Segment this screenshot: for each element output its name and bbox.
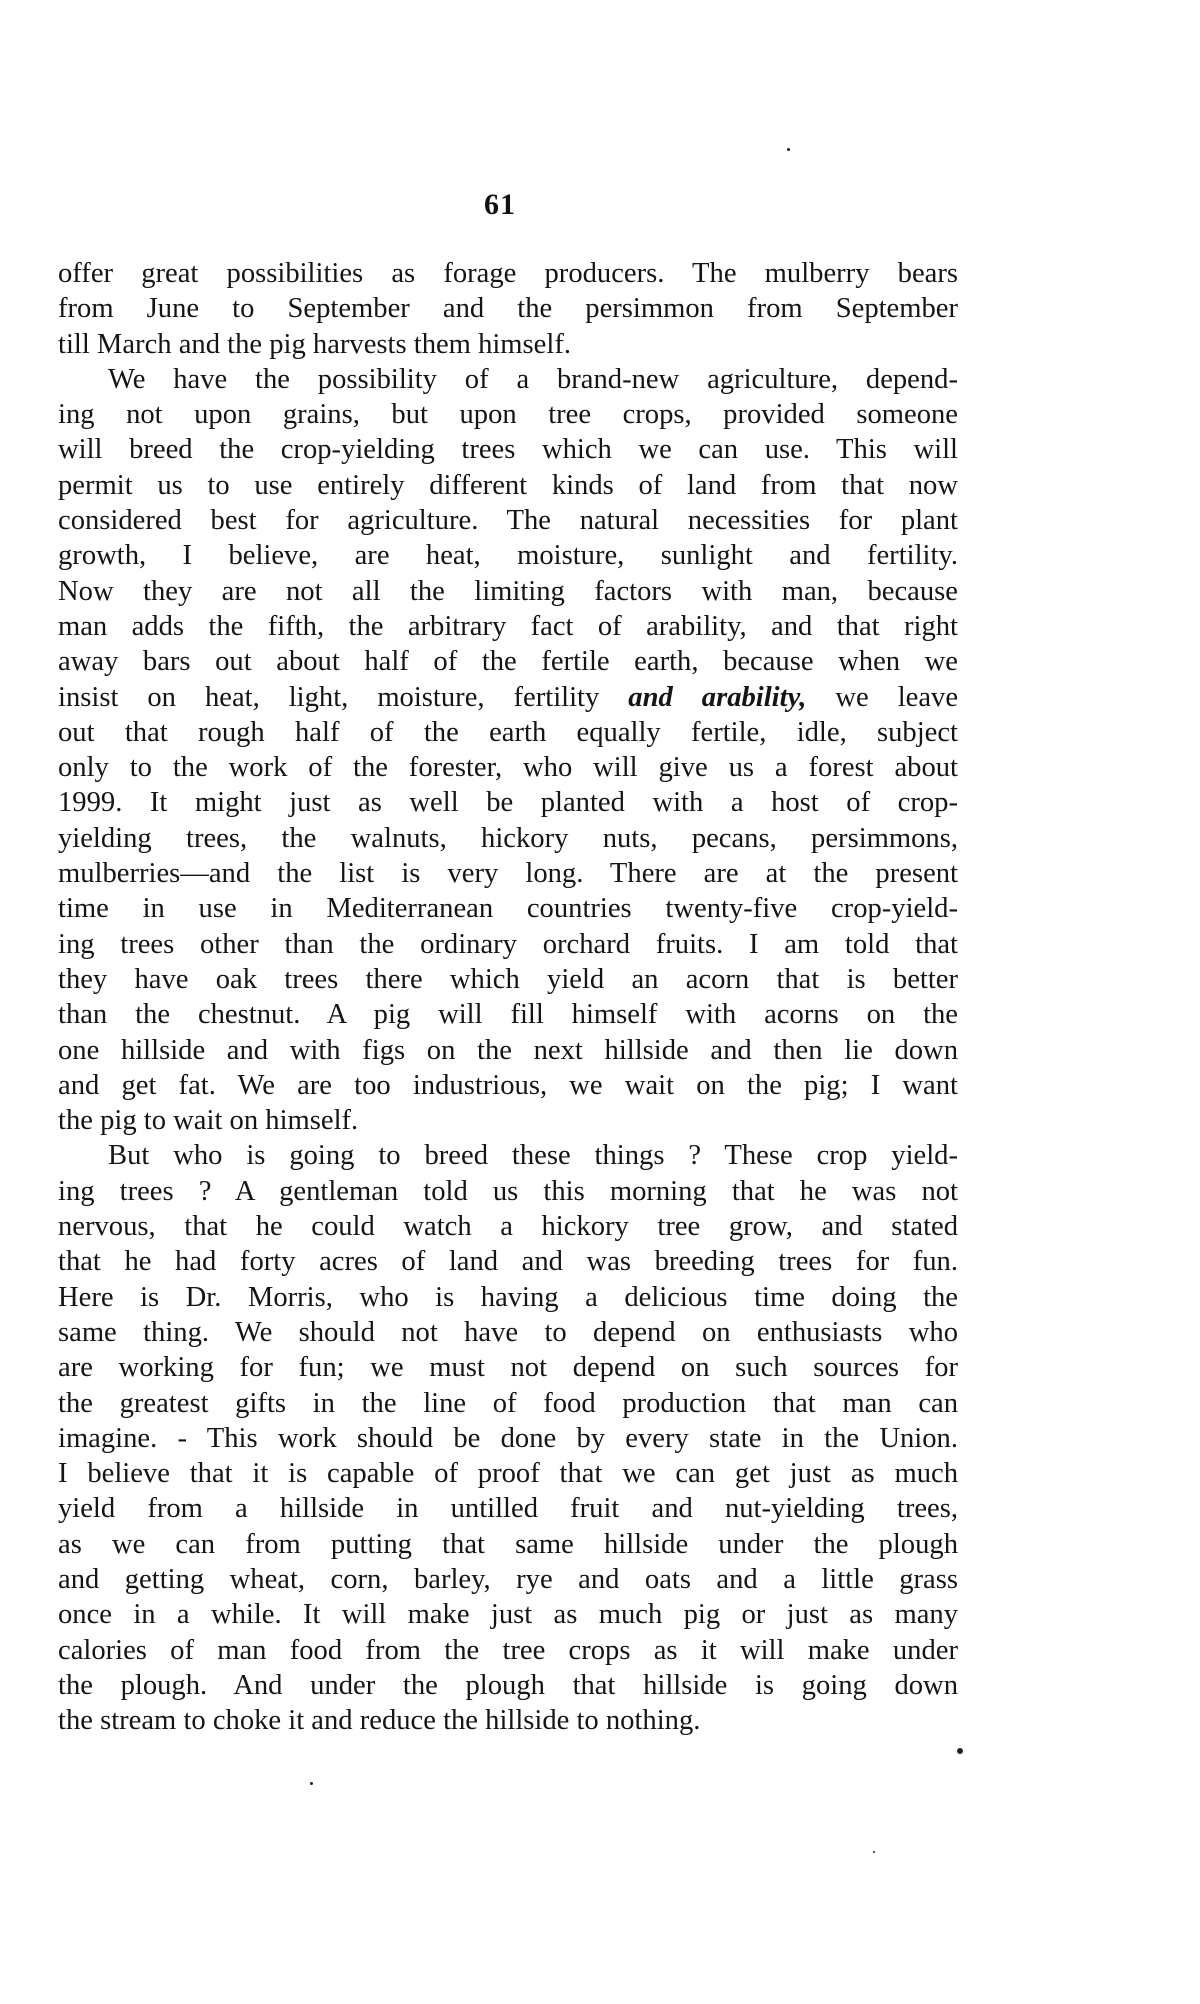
- scan-speck: [787, 148, 790, 151]
- scan-speck: [310, 1782, 313, 1785]
- scan-speck: [873, 1851, 875, 1853]
- text-line: they have oak trees there which yield an acorn that is better: [58, 963, 958, 995]
- scan-speck: [957, 1748, 963, 1754]
- text-line: the pig to wait on himself.: [58, 1105, 359, 1137]
- text-line: only to the work of the forester, who will give us a forest about: [58, 752, 958, 784]
- text-segment: we leave: [806, 681, 959, 713]
- body-text: [58, 256, 958, 1738]
- paragraph-3: [58, 1138, 958, 1738]
- text-line: and get fat. We are too industrious, we wait on the pig; I want: [58, 1069, 958, 1101]
- text-line: the greatest gifts in the line of food production that man can: [58, 1387, 958, 1419]
- text-line: We have the possibility of a brand-new agriculture, depend-: [108, 363, 958, 395]
- text-line: yielding trees, the walnuts, hickory nuts, pecans, persimmons,: [58, 822, 958, 854]
- paragraph-1: [58, 256, 958, 362]
- text-segment: insist on heat, light, moisture, fertility: [58, 681, 629, 713]
- text-line: ing trees other than the ordinary orchard fruits. I am told that: [58, 928, 958, 960]
- text-line: will breed the crop-yielding trees which we can use. This will: [58, 434, 958, 466]
- text-line-with-emphasis: [58, 680, 958, 715]
- text-line: mulberries—and the list is very long. There are at the present: [58, 858, 958, 890]
- page-number: 61: [484, 188, 516, 221]
- text-line: ing not upon grains, but upon tree crops, provided someone: [58, 399, 958, 431]
- text-line: than the chestnut. A pig will fill himself with acorns on the: [58, 999, 958, 1031]
- text-line: But who is going to breed these things ? These crop yield-: [108, 1140, 958, 1172]
- text-line: offer great possibilities as forage producers. The mulberry bears: [58, 258, 958, 289]
- text-line: ing trees ? A gentleman told us this morning that he was not: [58, 1175, 958, 1207]
- text-line: that he had forty acres of land and was breeding trees for fun.: [58, 1246, 958, 1278]
- text-line: permit us to use entirely different kinds of land from that now: [58, 469, 958, 501]
- text-line: out that rough half of the earth equally fertile, idle, subject: [58, 716, 958, 748]
- text-line: yield from a hillside in untilled fruit and nut-yielding trees,: [58, 1493, 958, 1525]
- text-line: man adds the fifth, the arbitrary fact of arability, and that right: [58, 610, 958, 642]
- text-line: same thing. We should not have to depend on enthusiasts who: [58, 1316, 958, 1348]
- text-line: one hillside and with figs on the next hillside and then lie down: [58, 1034, 958, 1066]
- text-line: I believe that it is capable of proof that we can get just as much: [58, 1458, 958, 1490]
- text-line: the plough. And under the plough that hillside is going down: [58, 1669, 958, 1701]
- paragraph-2: [58, 362, 958, 1139]
- text-line: the stream to choke it and reduce the hillside to nothing.: [58, 1705, 701, 1737]
- text-line: time in use in Mediterranean countries twenty-five crop-yield-: [58, 893, 958, 925]
- text-line: nervous, that he could watch a hickory tree grow, and stated: [58, 1211, 958, 1243]
- emphasis-text: and arability,: [628, 681, 807, 713]
- text-line: Now they are not all the limiting factors with man, because: [58, 575, 958, 607]
- text-line: away bars out about half of the fertile earth, because when we: [58, 646, 958, 678]
- text-line: from June to September and the persimmon from September: [58, 293, 958, 325]
- text-line: calories of man food from the tree crops as it will make under: [58, 1634, 958, 1666]
- text-line: imagine. - This work should be done by every state in the Union.: [58, 1422, 958, 1454]
- text-line: and getting wheat, corn, barley, rye and oats and a little grass: [58, 1563, 958, 1595]
- text-line: as we can from putting that same hillside under the plough: [58, 1528, 958, 1560]
- text-line: growth, I believe, are heat, moisture, sunlight and fertility.: [58, 540, 958, 572]
- text-line: Here is Dr. Morris, who is having a delicious time doing the: [58, 1281, 958, 1313]
- text-line: till March and the pig harvests them himself.: [58, 328, 571, 360]
- text-line: are working for fun; we must not depend on such sources for: [58, 1352, 958, 1384]
- text-line: considered best for agriculture. The natural necessities for plant: [58, 505, 958, 537]
- text-line: once in a while. It will make just as much pig or just as many: [58, 1599, 958, 1631]
- text-line: 1999. It might just as well be planted with a host of crop-: [58, 787, 958, 819]
